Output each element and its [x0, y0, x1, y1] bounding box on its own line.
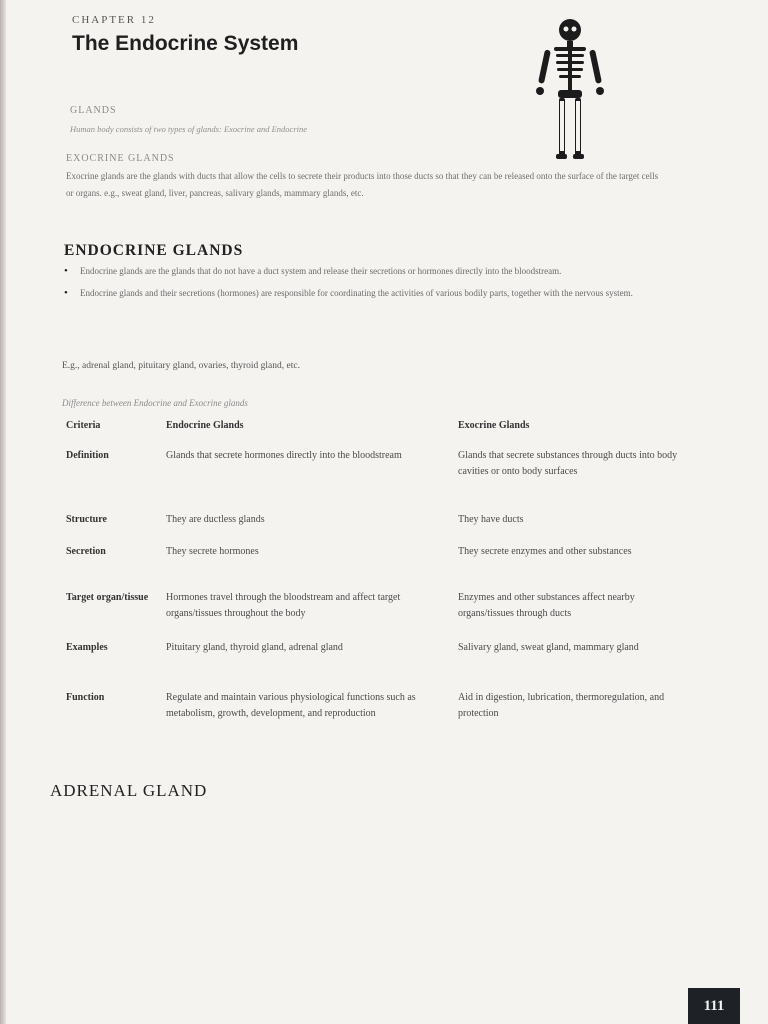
row-endocrine: They secrete hormones	[166, 546, 259, 557]
chapter-label: CHAPTER 12	[72, 14, 156, 26]
row-exocrine: They secrete enzymes and other substances	[458, 546, 632, 557]
row-criteria: Target organ/tissue	[66, 592, 149, 603]
chapter-title: The Endocrine System	[72, 32, 299, 55]
row-criteria: Definition	[66, 450, 109, 461]
row-exocrine: Salivary gland, sweat gland, mammary gland	[458, 642, 639, 653]
table-row	[66, 590, 706, 640]
row-exocrine: They have ducts	[458, 514, 524, 525]
endocrine-bullet-list	[62, 263, 682, 307]
glands-intro-text: Human body consists of two types of glands: Exocrine and Endocrine	[70, 124, 308, 134]
row-exocrine: Enzymes and other substances affect nearby organs/tissues through ducts	[458, 592, 635, 619]
table-row	[66, 544, 706, 590]
row-criteria: Structure	[66, 514, 107, 525]
adrenal-gland-heading: ADRENAL GLAND	[50, 781, 208, 800]
endocrine-heading: ENDOCRINE GLANDS	[64, 242, 244, 259]
table-caption: Difference between Endocrine and Exocrine glands	[62, 398, 248, 408]
page-number-badge: 111	[688, 988, 740, 1024]
table-row	[66, 640, 706, 690]
comparison-table	[66, 418, 706, 750]
row-endocrine: Hormones travel through the bloodstream and affect target organs/tissues throughout the body	[166, 592, 401, 619]
skeleton-illustration-icon	[532, 14, 612, 162]
bullet-item: • Endocrine glands are the glands that do not have a duct system and release their secretions or hormones directly into the bloodstream.	[62, 263, 682, 279]
endocrine-examples: E.g., adrenal gland, pituitary gland, ovaries, thyroid gland, etc.	[62, 361, 300, 371]
row-endocrine: They are ductless glands	[166, 514, 265, 525]
header-endocrine: Endocrine Glands	[166, 420, 244, 431]
table-row	[66, 690, 706, 750]
glands-label: GLANDS	[70, 105, 117, 116]
row-endocrine: Regulate and maintain various physiological functions such as metabolism, growth, development, and reproduction	[166, 692, 416, 719]
row-criteria: Examples	[66, 642, 108, 653]
row-endocrine: Pituitary gland, thyroid gland, adrenal gland	[166, 642, 343, 653]
exocrine-paragraph: Exocrine glands are the glands with ducts that allow the cells to secrete their products into those ducts so that they can be released onto the surface of the target cells or organs. e.g., sweat gland, liver, pancreas, salivary glands, mammary glands, etc.	[66, 171, 659, 198]
row-exocrine: Aid in digestion, lubrication, thermoregulation, and protection	[458, 692, 665, 719]
page-edge-shadow	[0, 0, 6, 1024]
row-criteria: Secretion	[66, 546, 106, 557]
table-row	[66, 448, 706, 512]
header-exocrine: Exocrine Glands	[458, 420, 530, 431]
exocrine-label: EXOCRINE GLANDS	[66, 153, 175, 164]
table-header-row	[66, 418, 706, 448]
bullet-item: • Endocrine glands and their secretions (hormones) are responsible for coordinating the activities of various bodily parts, together with the nervous system.	[62, 285, 682, 301]
row-criteria: Function	[66, 692, 105, 703]
row-endocrine: Glands that secrete hormones directly into the bloodstream	[166, 450, 402, 461]
header-criteria: Criteria	[66, 420, 101, 431]
row-exocrine: Glands that secrete substances through ducts into body cavities or onto body surfaces	[458, 450, 678, 477]
table-row	[66, 512, 706, 544]
